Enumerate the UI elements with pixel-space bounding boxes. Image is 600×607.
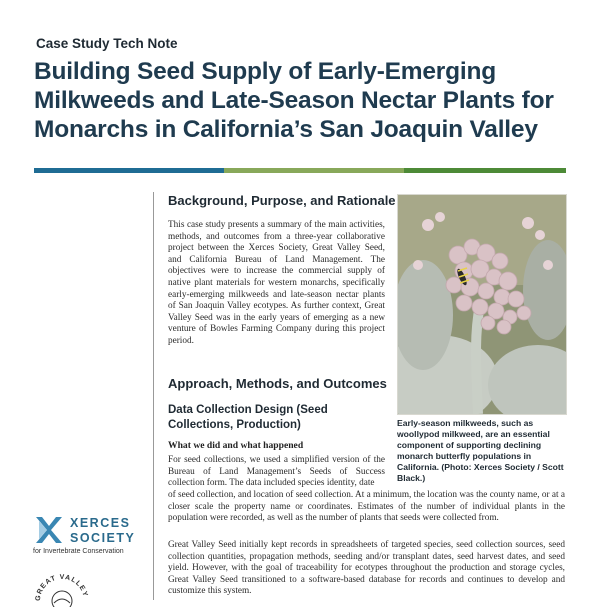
section-heading-background: Background, Purpose, and Rationale bbox=[168, 193, 396, 208]
section-heading-approach: Approach, Methods, and Outcomes bbox=[168, 376, 387, 391]
xerces-logo-icon bbox=[34, 515, 64, 545]
header-rule-green bbox=[404, 168, 566, 173]
minor-heading: What we did and what happened bbox=[168, 440, 304, 451]
title-line: Monarchs in California’s San Joaquin Valley bbox=[34, 116, 538, 143]
svg-text:GREAT VALLEY bbox=[35, 574, 89, 601]
header-rule-blue bbox=[34, 168, 224, 173]
column-divider bbox=[153, 192, 154, 600]
seed-collection-paragraph-wide: of seed collection, and location of seed collection. At a minimum, the location was the county name, or at a closer scale the property name or coordinates. Estimates of the number of individual plants in the population were recorded, as well as the number of plants that seeds were collected from. bbox=[168, 490, 565, 524]
seed-collection-paragraph-narrow: For seed collections, we used a simplified version of the Bureau of Land Management’s Seeds of Success collection form. The data included species identity, date bbox=[168, 455, 385, 489]
header-rule-light-green bbox=[224, 168, 404, 173]
xerces-logo-word1: XERCES bbox=[70, 516, 131, 530]
photo-caption: Early-season milkweeds, such as woollypod milkweed, are an essential component of supporting declining monarch butterfly populations in California. (Photo: Xerces Society / Scott Black.) bbox=[397, 418, 564, 483]
xerces-tagline: for Invertebrate Conservation bbox=[33, 548, 124, 555]
background-paragraph: This case study presents a summary of the main activities, methods, and outcomes from a three-year collaborative project between the Xerces Society, Great Valley Seed, and California Bureau of Land Management. The objectives were to increase the commercial supply of native plant materials for western monarchs, specifically early-emerging milkweeds and late-season nectar plants of San Joaquin Valley ecotypes. As further context, Great Valley Seed was in the early years of emerging as a new venture of Bowles Farming Company during this project period. bbox=[168, 220, 385, 346]
document-kicker: Case Study Tech Note bbox=[36, 36, 178, 51]
great-valley-logo-text: GREAT VALLEY bbox=[34, 573, 89, 602]
great-valley-logo-icon bbox=[32, 567, 92, 607]
milkweed-photo bbox=[397, 194, 567, 415]
title-line: Building Seed Supply of Early-Emerging bbox=[34, 58, 497, 85]
records-paragraph: Great Valley Seed initially kept records in spreadsheets of targeted species, seed collection sources, seed collection quantities, propagation methods, seeding and/or transplant dates, seed harvest dates, and seed yield. However, with the goal of traceability for ecotypes throughout the production and storage cycles, Great Valley Seed transitioned to a software-based database for records and continues to develop and customize this system. bbox=[168, 540, 565, 597]
xerces-logo-word2: SOCIETY bbox=[70, 531, 136, 545]
subheading-data-collection: Data Collection Design (Seed Collections, Production) bbox=[168, 404, 328, 431]
document-title bbox=[34, 57, 579, 144]
title-line: Milkweeds and Late-Season Nectar Plants for bbox=[34, 87, 554, 114]
